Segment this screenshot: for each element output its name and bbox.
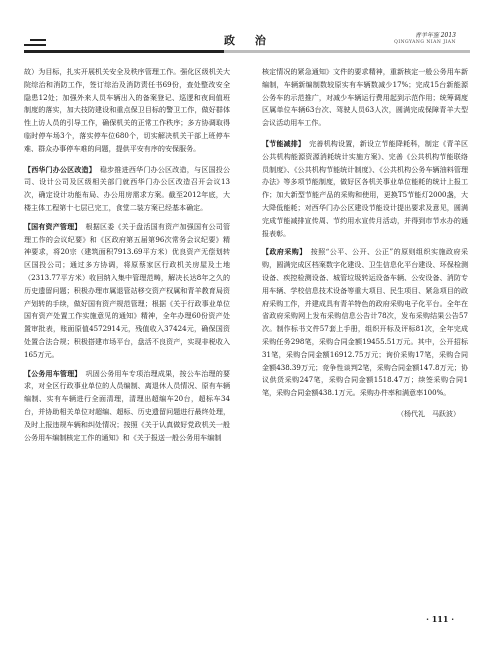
article-tag: 【国有资产管理】 xyxy=(24,222,82,231)
article-text: 根据区委《关于盘活国有资产加强国有公司管理工作的会议纪要》和《区政府第五届第96次常务会议纪要》精神要求，将20宗（建筑面积7913.69平方米）优良资产无偿划转区国投公司；通过多方协调，将原蔡家区行政机关房屋及土地（2313.77平方米）收回纳入集中管理范畴，解决长达8年之久的历史遗留问题；积极办理市属退管站移交资产权属和青羊教育局资产划转的手续，做好国有资产规范管理；根据《关于行政事业单位国有资产处置工作实施意见的通知》精神，全年办理60份资产处置审批表，账面原值4572914元，残值收入37424元，确保国资处置合法合规；积极搭建市场平台，盘活不良资产，实现非税收入165万元。 xyxy=(24,221,230,359)
page-header xyxy=(0,0,480,56)
article-tag: 【西华门办公区改造】 xyxy=(24,165,96,174)
article-tag: 【政府采购】 xyxy=(262,248,307,257)
article-tag: 【节能减排】 xyxy=(262,139,306,148)
publication-title: 青羊年鉴 2013 xyxy=(414,32,456,39)
article-text: 按照“公平、公开、公正”的原则组织实施政府采购，圆满完成区档案数字化建设、卫生信息化平台建设、环保检测设备、疾控检测设备、城管垃圾转运设备车辆、公安设备、消防专用车辆、学校信息技术设备等重大项目、民生项目、紧急项目的政府采购工作，并建成具有青羊特色的政府采购电子化平台。全年在省政府采购网上发布采购信息公告计78次，发布采购结果公告57次。制作标书文件57套上手册，组织开标及评标81次，全年完成采购任务298笔，采购合同金额19455.51万元。其中，公开招标31笔，采购合同金额16912.75万元；询价采购17笔，采购合同金额438.39万元；竞争性谈判2笔，采购合同金额147.8万元；协议供货采购247笔，采购合同金额1518.47万；续签采购合同1笔，采购合同金额438.1万元。采购办件率和满意率100%。 xyxy=(262,247,468,398)
article-text: 巩固公务用车专项治理成果，按公车治理的要求，对全区行政事业单位的人员编制、离退休人员情况、原有车辆编制、实有车辆进行全面清理，清理出超编车20台，超标车34台，并协助相关单位对超编、超标、历史遗留问题进行最终处理，及时上报违规车辆和纠处情况；按照《关于认真做好党政机关一般公务用车编制核定工作的通知》和《关于报送一般公务用车编制 xyxy=(24,368,230,442)
article-paragraph xyxy=(24,368,230,445)
continued-paragraph: 核定情况的紧急通知》文件的要求精神，重新核定一般公务用车新编制，车辆新编制数较原实有车辆数减少17%；完成15台新能源公务车的示范推广，对减少车辆运行费用起到示范作用；统筹调度区属单位车辆63台次、驾驶人员63人次，圆满完成保障青羊大型会议活动用车工作。 xyxy=(262,67,468,128)
publication-subtitle: QINGYANG NIAN JIAN xyxy=(394,40,456,45)
author-signature: （杨代礼 马跃波） xyxy=(397,409,460,418)
left-column xyxy=(24,66,230,450)
article-text: 稳步推进西华门办公区改造，与区国投公司、设计公司及区级相关部门就西华门办公区改造召开会议13次，确定设计功能布局、办公用房需求方案。截至2012年底，大楼主体工程第十七层已完工，食堂二装方案已经基本确定。 xyxy=(24,164,230,212)
header-rule xyxy=(24,50,470,53)
article-paragraph xyxy=(262,138,468,240)
article-tag: 【公务用车管理】 xyxy=(24,369,82,378)
continued-paragraph: 故）为目标，扎实开展机关安全及秩序管理工作。强化区级机关大院综治和消防工作，签订综治及消防责任书69份，查处整改安全隐患12处；加强外来人员车辆出入的备案登记、巡逻和夜间值班制度的落实，加大技防建设和重点保卫目标的警卫工作，做好群体性上访人员的引导工作，确保机关的正常工作秩序；多方协调取得临时停车场3个，落实停车位680个，切实解决机关干部上班停车难、群众办事停车难的问题，提供平安有序的安保服务。 xyxy=(24,67,230,153)
section-title: 政 治 xyxy=(224,34,274,47)
article-paragraph xyxy=(262,246,468,400)
header-corner-ornament xyxy=(24,36,46,50)
article-paragraph xyxy=(24,164,230,215)
article-text: 完善机构设置，新设立节能降耗科，制定《青羊区公共机构能源资源消耗统计实施方案》、完善《公共机构节能联络员制度》、《公共机构节能统计制度》、《公共机构公务车辆油料管理办法》等多项节能制度，做好区各机关事业单位能耗的统计上报工作；加大新型节能产品的采购和使用，更换T5节能灯2000盏，大大降低能耗；对西华门办公区建设节能设计提出要求及意见，圆满完成节能减排宣传周、节约用水宣传月活动，并得到市节水办的通报表彰。 xyxy=(262,138,468,238)
page-number: · 111 · xyxy=(426,614,454,624)
article-paragraph xyxy=(24,221,230,362)
right-column xyxy=(262,66,468,421)
